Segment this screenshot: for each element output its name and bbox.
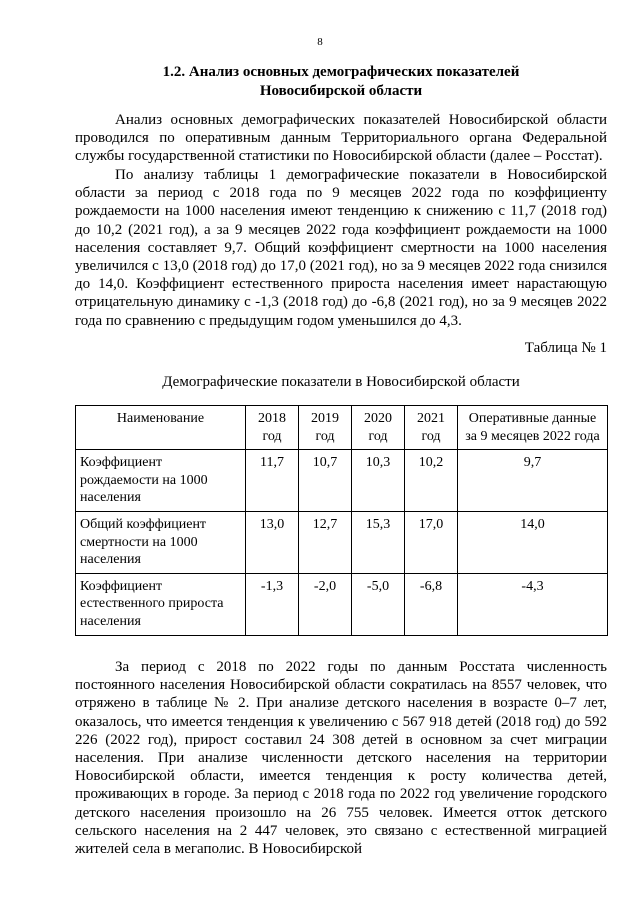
value-cell: 14,0 xyxy=(458,511,608,573)
heading-line-1: 1.2. Анализ основных демографических показателей xyxy=(162,64,520,80)
header-cell: 2021 год xyxy=(405,406,458,450)
value-cell: 13,0 xyxy=(246,511,299,573)
value-cell: 17,0 xyxy=(405,511,458,573)
header-cell: Наименование xyxy=(76,406,246,450)
table-title: Демографические показатели в Новосибирской области xyxy=(162,374,520,390)
table-row xyxy=(76,511,608,573)
value-cell: 12,7 xyxy=(299,511,352,573)
section-heading xyxy=(75,63,607,101)
page-number: 8 xyxy=(317,36,323,48)
value-cell: 11,7 xyxy=(246,450,299,512)
paragraph-population: За период с 2018 по 2022 годы по данным Росстата численность постоянного населения Новосибирской области сократилась на 8557 человек, что отряжено в таблице № 2. При анализе детского населения в возрасте 0–7 лет, оказалось, что имеется тенденция к увеличению с 567 918 детей (2018 год) до 592 226 (2022 год), прирост составил 24 308 детей в основном за счет миграции населения. При анализе численности детского населения на территории Новосибирской области, имеется тенденция к росту количества детей, проживающих в городе. За период с 2018 года по 2022 год увеличение городского детского населения произошло на 26 755 человек. Имеется отток детского сельского населения на 2 447 человек, это связано с естественной миграцией жителей села в мегаполис. В Новосибирской xyxy=(75,659,607,858)
value-cell: 10,3 xyxy=(352,450,405,512)
value-cell: -5,0 xyxy=(352,573,405,635)
header-cell: 2020 год xyxy=(352,406,405,450)
table-row xyxy=(76,450,608,512)
paragraph-intro: Анализ основных демографических показателей Новосибирской области проводился по оперативным данным Территориального органа Федеральной службы государственной статистики по Новосибирской области (далее – Росстат). xyxy=(75,112,607,165)
value-cell: -1,3 xyxy=(246,573,299,635)
value-cell: 10,2 xyxy=(405,450,458,512)
value-cell: 10,7 xyxy=(299,450,352,512)
header-cell: Оперативные данные за 9 месяцев 2022 года xyxy=(458,406,608,450)
header-cell: 2019 год xyxy=(299,406,352,450)
table-caption: Таблица № 1 xyxy=(524,340,607,356)
table-row xyxy=(76,573,608,635)
value-cell: 15,3 xyxy=(352,511,405,573)
value-cell: 9,7 xyxy=(458,450,608,512)
indicator-name-cell: Коэффициент рождаемости на 1000 населения xyxy=(76,450,246,512)
indicator-name-cell: Общий коэффициент смертности на 1000 населения xyxy=(76,511,246,573)
value-cell: -4,3 xyxy=(458,573,608,635)
demographics-table xyxy=(75,405,608,636)
value-cell: -2,0 xyxy=(299,573,352,635)
value-cell: -6,8 xyxy=(405,573,458,635)
indicator-name-cell: Коэффициент естественного прироста населения xyxy=(76,573,246,635)
table-header-row xyxy=(76,406,608,450)
heading-line-2: Новосибирской области xyxy=(259,83,423,99)
paragraph-analysis: По анализу таблицы 1 демографические показатели в Новосибирской области за период с 2018 года по 9 месяцев 2022 года по коэффициенту рождаемости на 1000 населения имеют тенденцию к снижению с 11,7 (2018 год) до 10,2 (2021 год), а за 9 месяцев 2022 года коэффициент рождаемости на 1000 населения составляет 9,7. Общий коэффициент смертности на 1000 населения увеличился с 13,0 (2018 год) до 17,0 (2021 год), но за 9 месяцев 2022 года снизился до 14,0. Коэффициент естественного прироста населения имеет нарастающую отрицательную динамику с -1,3 (2018 год) до -6,8 (2021 год), но за 9 месяцев 2022 года по сравнению с предыдущим годом уменьшился до 4,3. xyxy=(75,167,607,329)
header-cell: 2018 год xyxy=(246,406,299,450)
